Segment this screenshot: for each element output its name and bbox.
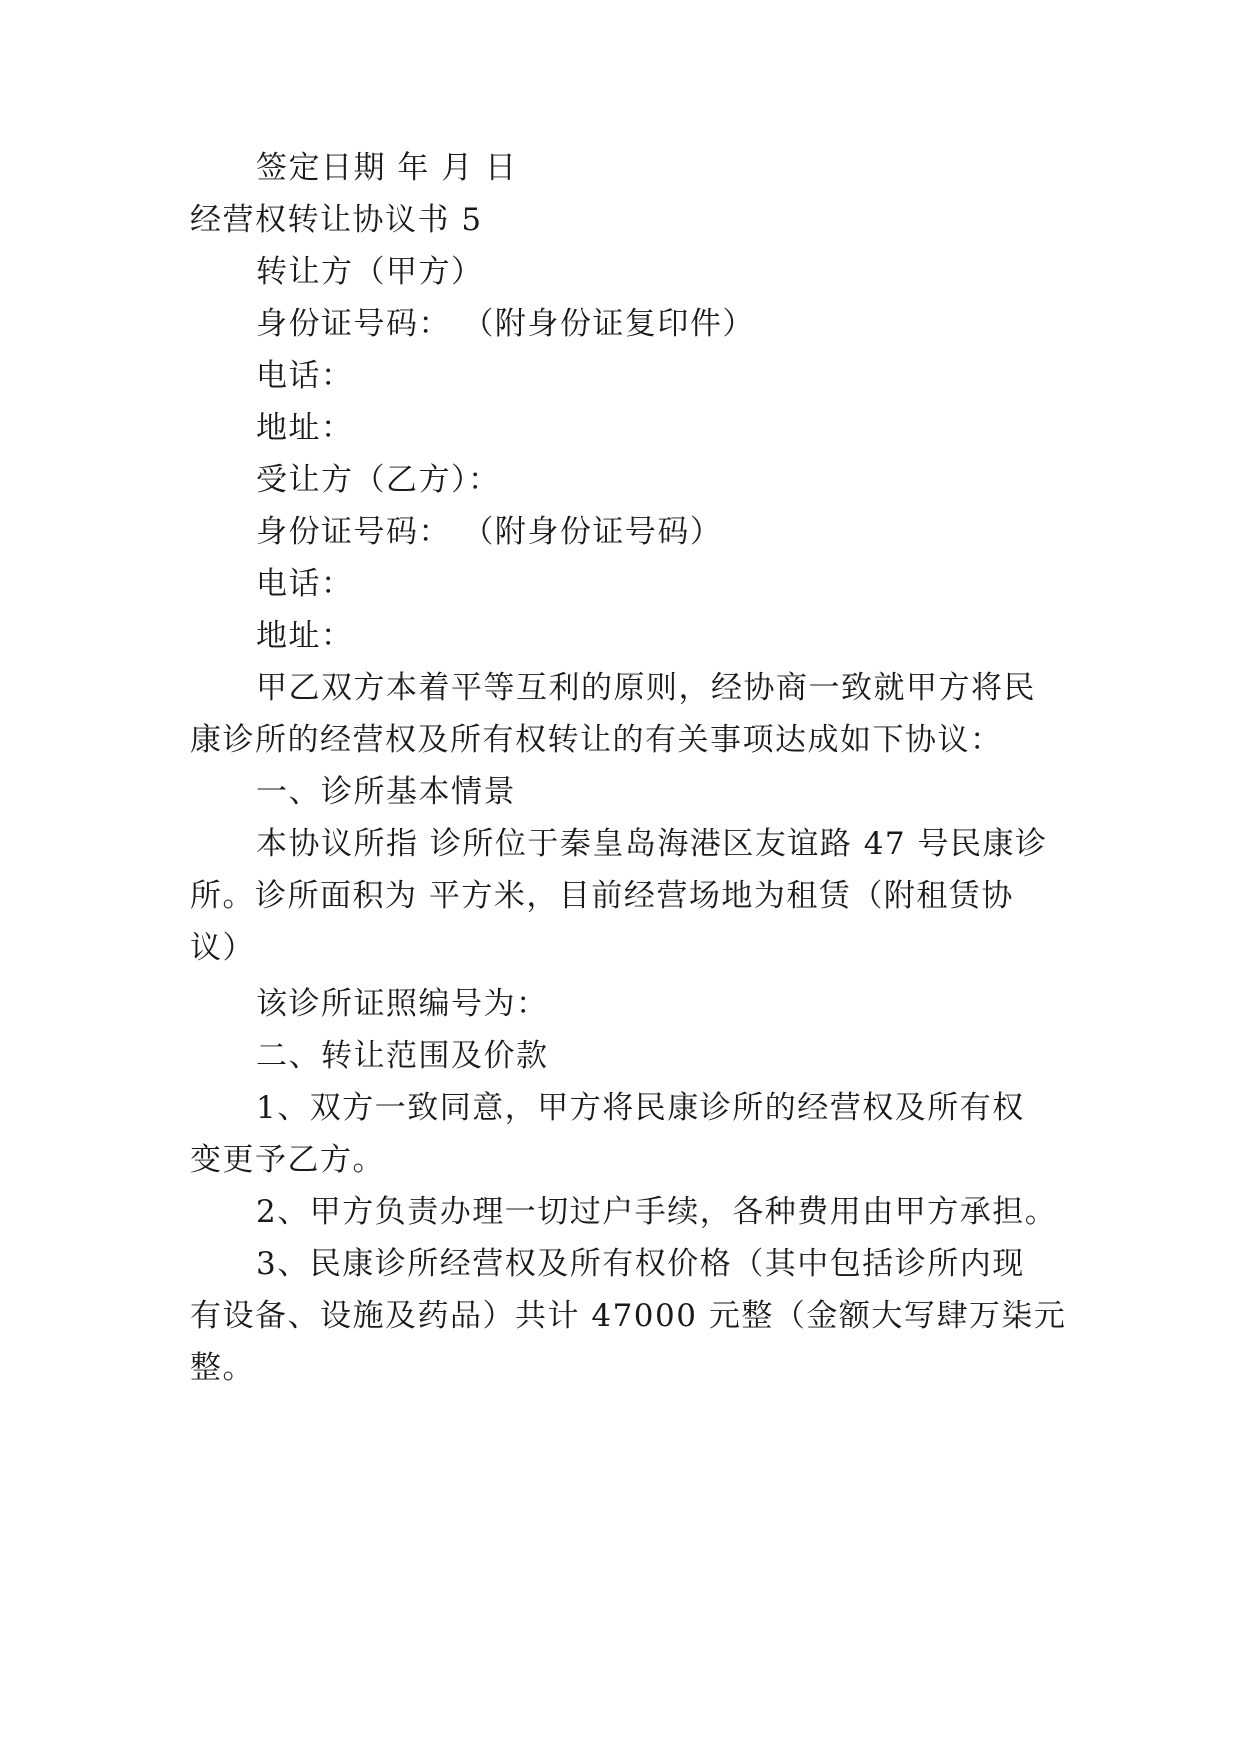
transferor-phone-line: 电话： bbox=[256, 358, 354, 394]
section-1-para-line-1: 本协议所指 诊所位于秦皇岛海港区友谊路 47 号民康诊 bbox=[256, 826, 1048, 862]
clause-2-line: 2、甲方负责办理一切过户手续，各种费用由甲方承担。 bbox=[256, 1194, 1058, 1230]
signing-date-line: 签定日期 年 月 日 bbox=[256, 150, 518, 186]
transferee-phone-line: 电话： bbox=[256, 566, 354, 602]
clause-3-line-2: 有设备、设施及药品）共计 47000 元整（金额大写肆万柒元 bbox=[190, 1298, 1067, 1334]
transferor-label: 转让方（甲方） bbox=[256, 254, 484, 290]
section-1-para-line-2: 所。诊所面积为 平方米，目前经营场地为租赁（附租赁协 bbox=[190, 878, 1014, 914]
clause-1-line-2: 变更予乙方。 bbox=[190, 1142, 385, 1178]
transferee-address-line: 地址： bbox=[256, 618, 354, 654]
section-1-para-line-3: 议） bbox=[190, 930, 255, 966]
transferor-id-line: 身份证号码： （附身份证复印件） bbox=[256, 306, 755, 342]
clause-3-line-1: 3、民康诊所经营权及所有权价格（其中包括诊所内现 bbox=[256, 1246, 1025, 1282]
preamble-line-2: 康诊所的经营权及所有权转让的有关事项达成如下协议： bbox=[190, 722, 1003, 758]
section-2-heading: 二、转让范围及价款 bbox=[256, 1038, 549, 1074]
transferee-id-line: 身份证号码： （附身份证号码） bbox=[256, 514, 723, 550]
clause-3-line-3: 整。 bbox=[190, 1350, 255, 1386]
license-number-line: 该诊所证照编号为： bbox=[256, 986, 549, 1022]
transferee-label: 受让方（乙方）： bbox=[256, 462, 501, 498]
transferor-address-line: 地址： bbox=[256, 410, 354, 446]
section-1-heading: 一、诊所基本情景 bbox=[256, 774, 516, 810]
document-title: 经营权转让协议书 5 bbox=[190, 202, 483, 238]
clause-1-line-1: 1、双方一致同意，甲方将民康诊所的经营权及所有权 bbox=[256, 1090, 1025, 1126]
preamble-line-1: 甲乙双方本着平等互利的原则，经协商一致就甲方将民 bbox=[256, 670, 1036, 706]
